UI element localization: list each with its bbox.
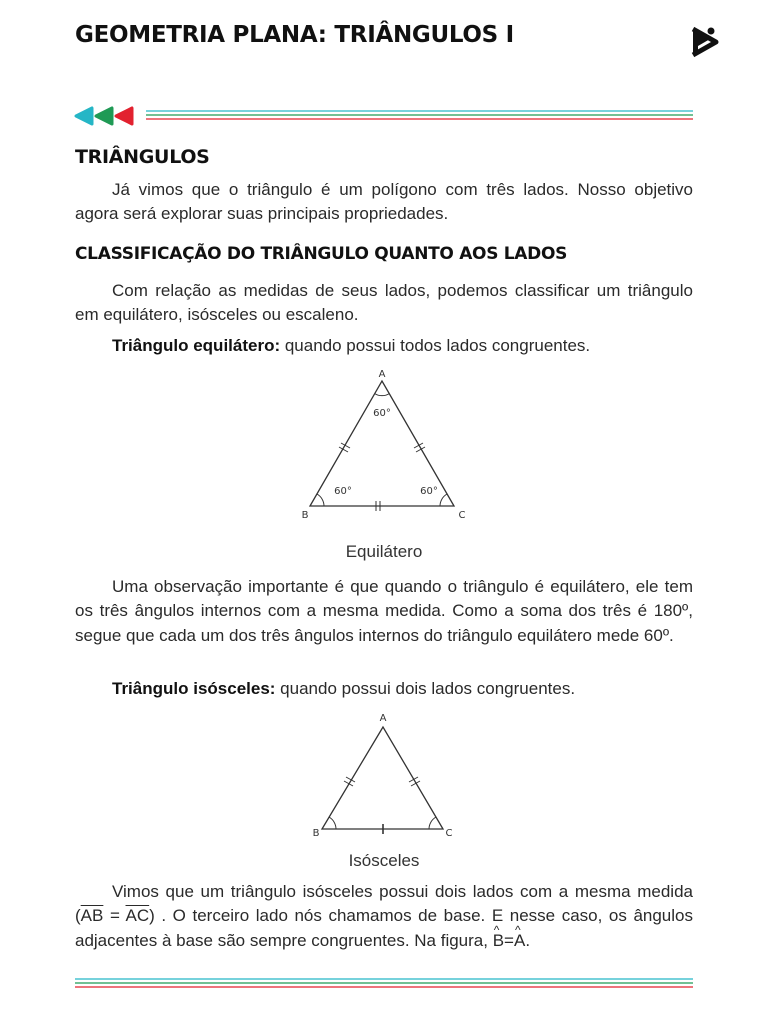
vertex-b-label: B bbox=[301, 510, 309, 521]
isosceles-caption: Isósceles bbox=[348, 851, 420, 870]
green-arrow-icon bbox=[96, 108, 112, 124]
angle-a-hat: ^ A bbox=[514, 929, 525, 953]
angle-b-hat: ^ B bbox=[493, 929, 504, 953]
subsection-intro: Com relação as medidas de seus lados, podemos classificar um triângulo em equilátero, isósceles ou escaleno. bbox=[75, 281, 693, 325]
vertex-c-label: C bbox=[458, 510, 466, 521]
isosceles-triangle-figure bbox=[306, 708, 462, 844]
section-intro: Já vimos que o triângulo é um polígono com três lados. Nosso objetivo agora será explorar suas principais propriedades. bbox=[75, 180, 693, 224]
equilateral-note: Uma observação importante é que quando o triângulo é equilátero, ele tem os três ângulos internos com a mesma medida. Como a soma dos três é 180º, segue que cada um dos três ângulos internos do triângulo equilátero mede 60º. bbox=[75, 577, 693, 645]
isosceles-definition: Triângulo isósceles: quando possui dois lados congruentes. bbox=[112, 679, 576, 698]
cyan-arrow-icon bbox=[76, 108, 92, 124]
subsection-title: CLASSIFICAÇÃO DO TRIÂNGULO QUANTO AOS LADOS bbox=[75, 244, 568, 264]
brand-logo-icon bbox=[690, 26, 720, 58]
equilateral-triangle-figure bbox=[296, 364, 472, 524]
angle-b-label: 60° bbox=[334, 486, 352, 497]
equilateral-definition: Triângulo equilátero: quando possui todos lados congruentes. bbox=[112, 336, 591, 355]
footer-decoration bbox=[74, 975, 694, 991]
vertex-c-label: C bbox=[445, 828, 453, 839]
red-arrow-icon bbox=[116, 108, 132, 124]
vertex-b-label: B bbox=[312, 828, 320, 839]
segment-ac: $\overline{AC}$ bbox=[125, 906, 150, 926]
equilateral-caption: Equilátero bbox=[345, 542, 423, 561]
section-title: TRIÂNGULOS bbox=[75, 146, 210, 168]
angle-c-label: 60° bbox=[420, 486, 438, 497]
page-title: GEOMETRIA PLANA: TRIÂNGULOS I bbox=[75, 22, 514, 48]
vertex-a-label: A bbox=[378, 369, 386, 380]
header-decoration bbox=[74, 104, 694, 128]
angle-a-label: 60° bbox=[373, 408, 391, 419]
vertex-a-label: A bbox=[379, 713, 387, 724]
isosceles-note: Vimos que um triângulo isósceles possui dois lados com a mesma medida $(\overline{AB} = \overline{AC})$ . O terceiro lado nós chamamos de base. E nesse caso, os ângulos adjacentes à base são sempre congruentes. Na figura, ^ B=^ A. bbox=[75, 880, 693, 953]
segment-ab: $\overline{AB}$ bbox=[80, 906, 104, 926]
